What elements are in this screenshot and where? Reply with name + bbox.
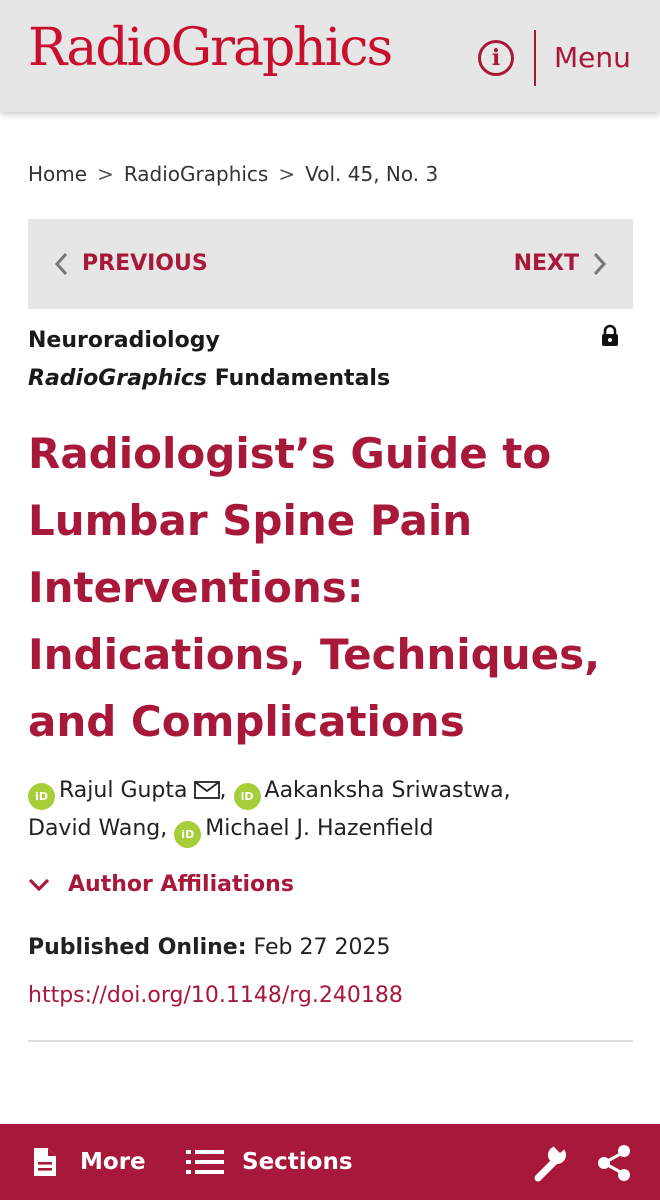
published-label: Published Online: [28,935,247,960]
bottom-action-bar [0,1124,660,1200]
published-online [28,932,390,964]
menu-button[interactable]: Menu [554,41,631,74]
wrench-icon[interactable] [530,1144,568,1182]
author-name[interactable]: David Wang [28,816,161,841]
breadcrumb-separator: > [97,162,114,186]
next-label: NEXT [513,251,579,276]
series-name: Fundamentals [214,366,391,391]
article-section: Neuroradiology [28,328,220,353]
author-affiliations-label: Author Affiliations [68,872,294,897]
orcid-icon[interactable]: iD [234,783,261,810]
series-journal-name: RadioGraphics [28,366,208,391]
more-button[interactable] [32,1144,146,1180]
header-divider [534,30,536,86]
published-date: Feb 27 2025 [253,935,391,960]
author-list [28,772,638,848]
chevron-right-icon [593,252,607,276]
doi-link[interactable]: https://doi.org/10.1148/rg.240188 [28,983,403,1008]
info-icon[interactable]: i [478,40,514,76]
article-series [28,364,390,394]
author-separator: , [160,816,175,841]
article-pager [28,219,633,309]
author[interactable] [28,816,160,841]
chevron-down-icon [28,878,50,892]
author-name[interactable]: Aakanksha Sriwastwa [264,778,504,803]
mail-icon[interactable] [194,781,220,799]
breadcrumb-home[interactable]: Home [28,162,88,186]
breadcrumb [28,160,438,188]
list-icon [186,1149,224,1175]
author[interactable] [234,778,504,803]
lock-icon [600,324,620,348]
next-button[interactable] [514,249,607,279]
orcid-icon[interactable]: iD [28,783,55,810]
article-title: Radiologist’s Guide to Lumbar Spine Pain Interventions: Indications, Techniques, and Complications [28,429,601,746]
author[interactable] [28,778,220,803]
author[interactable] [174,816,433,841]
orcid-icon[interactable]: iD [174,821,201,848]
sections-button[interactable] [186,1144,353,1180]
site-header [0,0,660,112]
more-label: More [80,1149,146,1175]
author-affiliations-toggle[interactable] [28,868,294,902]
author-name[interactable]: Michael J. Hazenfield [205,816,434,841]
site-logo[interactable]: RadioGraphics [28,18,392,78]
author-separator: , [503,778,511,803]
share-icon[interactable] [596,1144,632,1182]
author-separator: , [219,778,234,803]
previous-button[interactable] [54,249,208,279]
previous-label: PREVIOUS [82,251,208,276]
divider [28,1040,633,1042]
author-name[interactable]: Rajul Gupta [59,778,188,803]
breadcrumb-issue[interactable]: Vol. 45, No. 3 [305,162,439,186]
sections-label: Sections [242,1149,353,1175]
breadcrumb-separator: > [278,162,296,186]
chevron-left-icon [54,252,68,276]
document-icon [32,1146,58,1178]
breadcrumb-journal[interactable]: RadioGraphics [123,162,269,186]
